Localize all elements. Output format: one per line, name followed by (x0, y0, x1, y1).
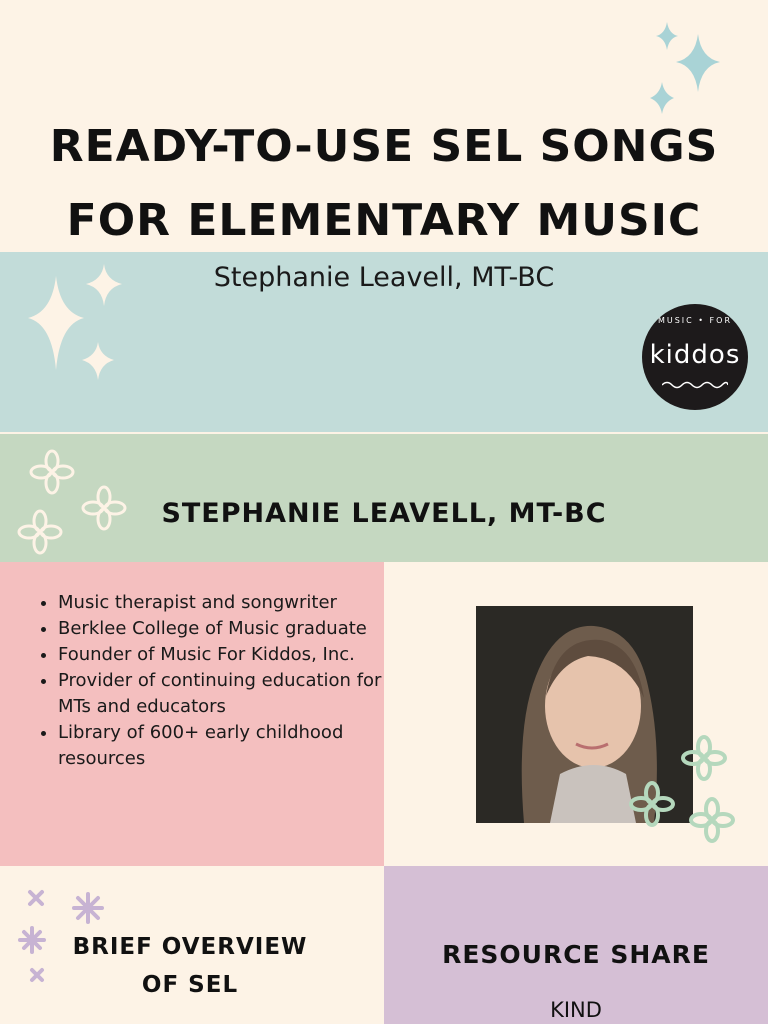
bio-list (36, 590, 398, 772)
page-title: READY-TO-USE SEL SONGS FOR ELEMENTARY MUSIC (49, 121, 719, 246)
list-item: • Library of 600+ early childhood resources (58, 720, 398, 772)
resource-subtitle: KIND (550, 998, 602, 1022)
overview-title: BRIEF OVERVIEW OF SEL (72, 934, 308, 998)
sparkles-icon (640, 14, 730, 124)
brand-logo (642, 304, 748, 410)
flowers-icon (624, 728, 744, 852)
list-item: • Music therapist and songwriter (58, 590, 398, 616)
logo-top-text: MUSIC • FOR (657, 316, 733, 325)
logo-wave-icon (662, 380, 728, 390)
bio-heading: STEPHANIE LEAVELL, MT-BC (161, 498, 607, 529)
list-item: • Provider of continuing education for MTs and educators (58, 668, 398, 720)
list-item: • Berklee College of Music graduate (58, 616, 398, 642)
resource-title: RESOURCE SHARE (442, 940, 710, 969)
author-byline: Stephanie Leavell, MT-BC (213, 262, 555, 293)
logo-main-text: kiddos (649, 340, 741, 370)
list-item: • Founder of Music For Kiddos, Inc. (58, 642, 398, 668)
